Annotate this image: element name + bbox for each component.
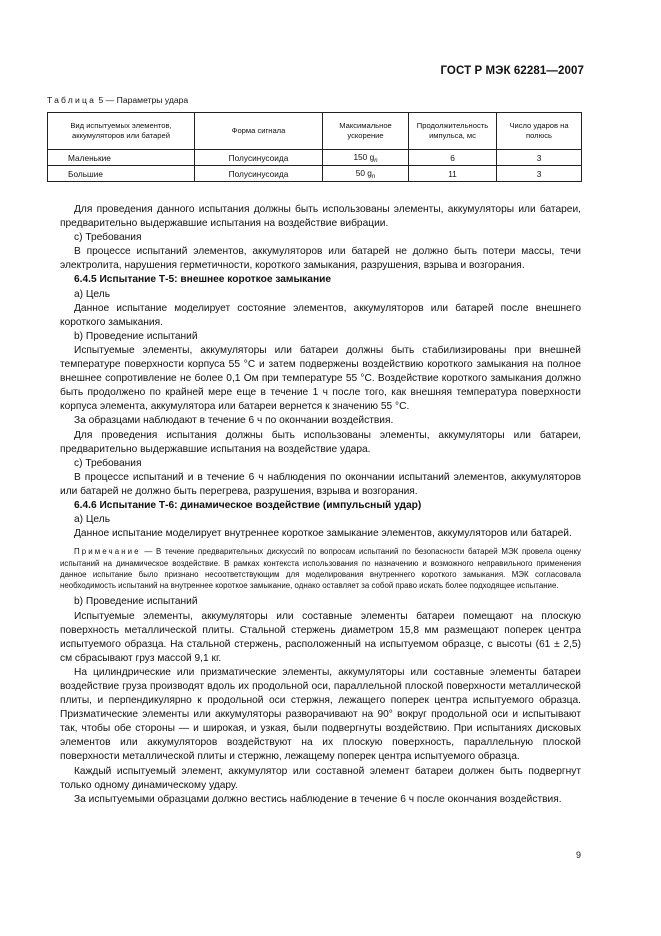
note-text: — В течение предварительных дискуссий по вопросам испытаний по безопасности батарей МЭК провела оценку испытаний на динамическое воздействие. В рамках контекста использования по назначению и возможного неправильного применения данное испытание было признано несоответствующим для моделирования внутреннего короткого замыкания. МЭК согласовала необходимость испытаний на внутреннее короткое замыкание, однако оставляет за собой право искать более подходящее испытание.: [60, 547, 581, 591]
accel-value: 150 g: [353, 151, 375, 162]
table-header-cell: Форма сигнала: [195, 113, 323, 150]
paragraph: Испытуемые элементы, аккумуляторы или составные элементы батареи помещают на плоскую поверхность металлической плиты. Стальной стержень диаметром 15,8 мм размещают поперек центра испытуемого образца. На стальной стержень, расположенный на испытуемом образце, с высоты (61 ± 2,5) см сбрасывают груз массой 9,1 кг.: [60, 610, 581, 664]
subsection-label: a) Цель: [74, 514, 111, 526]
table-header-cell: Число ударов на полюсь: [497, 113, 582, 150]
table-header-cell: Вид испытуемых элементов, аккумуляторов или батарей: [48, 113, 195, 150]
section-heading-6-4-5: 6.4.5 Испытание Т-5: внешнее короткое замыкание: [74, 274, 332, 286]
table-caption-title: 5 — Параметры удара: [96, 95, 189, 105]
table-cell-signal: Полусинусоида: [195, 166, 323, 182]
table-header-row: [48, 113, 582, 150]
table-cell-type: Большие: [48, 166, 195, 182]
note: [60, 546, 581, 591]
paragraph: За испытуемыми образцами должно вестись наблюдение в течение 6 ч после окончания воздействия.: [74, 793, 562, 805]
page-number: 9: [575, 850, 581, 860]
table-caption-label: Таблица: [47, 95, 97, 105]
subsection-label: b) Проведение испытаний: [74, 596, 198, 608]
table-header-cell: Максимальное ускорение: [323, 113, 409, 150]
paragraph: На цилиндрические или призматические элементы, аккумуляторы или составные элементы батареи воздействие груза производят вдоль их продольной оси, параллельной плоской поверхности металлической плиты, и перпендикулярно к продольной оси стержня, лежащего поперек центра испытуемого образца. Призматические элементы или аккумуляторы разворачивают на 90° вокруг продольной оси и испытывают так, чтобы обе стороны — и широкая, и узкая, были подвергнуты воздействию. При испытаниях дисковых элементов или аккумуляторов воздействуют на их плоскую поверхность, параллельную плоской поверхности металлической плиты и стержню, лежащему поперек центра испытуемого образца.: [60, 666, 581, 763]
subsection-label: b) Проведение испытаний: [74, 330, 198, 342]
table-cell-type: Маленькие: [48, 150, 195, 166]
paragraph: Данное испытание моделирует состояние элементов, аккумуляторов или батарей после внешнего короткого замыкания.: [60, 302, 581, 328]
table-row: [48, 166, 582, 182]
paragraph: Каждый испытуемый элемент, аккумулятор или составной элемент батареи должен быть подвергнут только одному динамическому удару.: [60, 765, 581, 791]
table-cell-signal: Полусинусоида: [195, 150, 323, 166]
paragraph: В процессе испытаний элементов, аккумуляторов или батарей не должно быть потери массы, течи электролита, нарушения герметичности, короткого замыкания, разрушения, взрыва и возгорания.: [60, 246, 581, 272]
table-cell-count: 3: [497, 166, 582, 182]
table-cell-duration: 6: [409, 150, 497, 166]
note-label: Примечание: [74, 547, 141, 557]
accel-value: 50 g: [355, 167, 372, 178]
parameters-table: [47, 112, 582, 182]
accel-subscript: n: [371, 173, 376, 180]
standard-header: ГОСТ Р МЭК 62281—2007: [440, 65, 584, 77]
table-caption: [47, 95, 188, 105]
table-row: [48, 150, 582, 166]
paragraph: Испытуемые элементы, аккумуляторы или батареи должны быть стабилизированы при внешней температуре поверхности корпуса 55 °С и затем подвержены воздействию короткого замыкания на полное внешнее сопротивление не более 0,1 Ом при температуре 55 °С. Воздействие короткого замыкания должно быть продолжено по крайней мере еще в течение 1 ч после того, как внешняя температура поверхности корпуса элемента, аккумулятора или батареи вернется к значению 55 °С.: [60, 344, 581, 413]
subsection-label: a) Цель: [74, 288, 111, 300]
table-cell-accel: [323, 150, 409, 166]
table-cell-duration: 11: [409, 166, 497, 182]
table-cell-accel: [323, 166, 409, 182]
subsection-label: c) Требования: [74, 457, 142, 469]
subsection-label: c) Требования: [74, 232, 142, 244]
paragraph: В процессе испытаний и в течение 6 ч наблюдения по окончании испытаний элементов, аккумуляторов или батарей не должно быть перегрева, разрушения, взрыва и возгорания.: [60, 471, 581, 497]
body-text: [60, 203, 581, 807]
paragraph: За образцами наблюдают в течение 6 ч по окончании воздействия.: [74, 415, 394, 427]
paragraph: Для проведения испытания должны быть использованы элементы, аккумуляторы или батареи, предварительно выдержавшие испытания на воздействие удара.: [60, 429, 581, 455]
accel-subscript: n: [374, 157, 378, 164]
table-header-cell: Продолжительность импульса, мс: [409, 113, 497, 150]
paragraph: Для проведения данного испытания должны быть использованы элементы, аккумуляторы или батареи, предварительно выдержавшие испытания на воздействие вибрации.: [60, 204, 581, 230]
section-heading-6-4-6: 6.4.6 Испытание Т-6: динамическое воздействие (импульсный удар): [74, 499, 422, 511]
table-cell-count: 3: [497, 150, 582, 166]
paragraph: Данное испытание моделирует внутреннее короткое замыкание элементов, аккумуляторов или батарей.: [74, 528, 572, 540]
